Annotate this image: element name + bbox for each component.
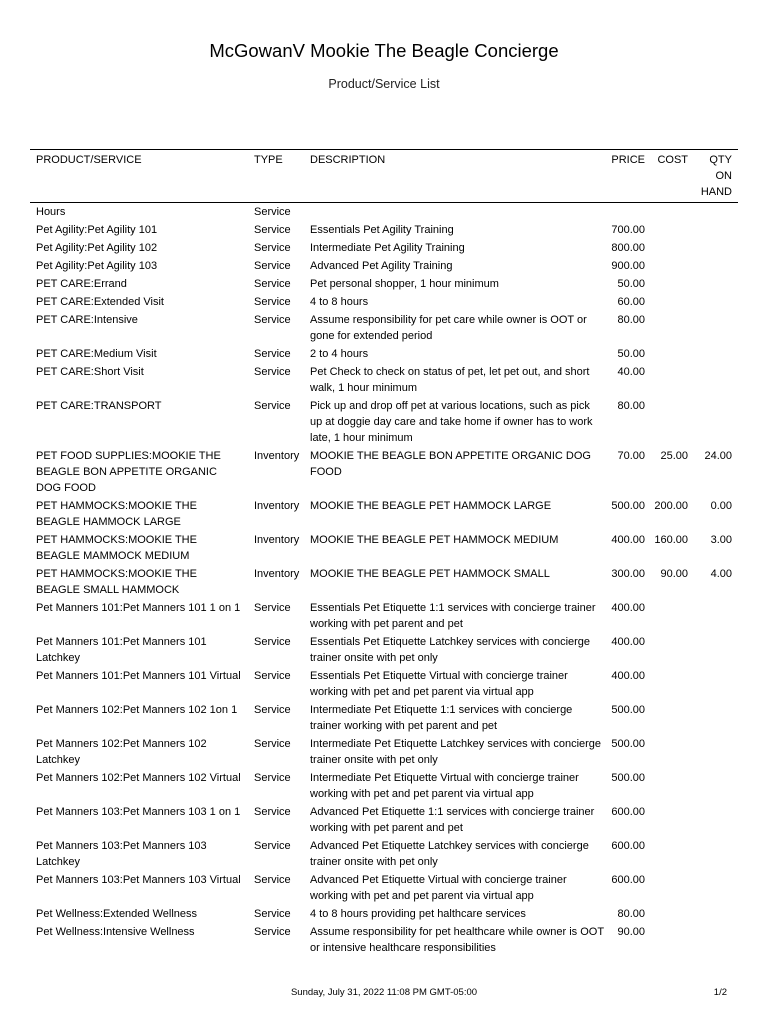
- cell-qty: [694, 735, 738, 769]
- table-row: [30, 497, 738, 531]
- cell-cost: 25.00: [660, 450, 688, 462]
- cell-description: Assume responsibility for pet healthcare while owner is OOT or intensive healthcare responsibilities: [310, 926, 604, 954]
- cell-type: Service: [254, 806, 291, 818]
- col-header-qty: QTY ON HAND: [694, 150, 738, 203]
- cell-description: Pet Check to check on status of pet, let pet out, and short walk, 1 hour minimum: [310, 366, 590, 394]
- cell-qty: [694, 311, 738, 345]
- cell-type: Service: [254, 636, 291, 648]
- cell-cost: [651, 345, 694, 363]
- cell-cost: [651, 667, 694, 701]
- cell-cost: [651, 239, 694, 257]
- cell-cost: [651, 599, 694, 633]
- cell-product: Pet Manners 101:Pet Manners 101 Latchkey: [36, 636, 207, 664]
- cell-description: 4 to 8 hours providing pet halthcare services: [310, 908, 526, 920]
- cell-type: Service: [254, 670, 291, 682]
- cell-product: Pet Manners 101:Pet Manners 101 1 on 1: [36, 602, 241, 614]
- cell-qty: [694, 293, 738, 311]
- table-row: [30, 293, 738, 311]
- cell-qty: [694, 803, 738, 837]
- table-row: [30, 397, 738, 447]
- cell-price: 500.00: [611, 704, 645, 716]
- cell-cost: [651, 311, 694, 345]
- cell-cost: [651, 633, 694, 667]
- cell-product: PET CARE:Extended Visit: [36, 296, 164, 308]
- cell-cost: [651, 221, 694, 239]
- cell-type: Service: [254, 296, 291, 308]
- cell-product: PET CARE:Intensive: [36, 314, 138, 326]
- cell-description: Intermediate Pet Agility Training: [310, 242, 465, 254]
- cell-qty: [694, 239, 738, 257]
- cell-price: 400.00: [611, 636, 645, 648]
- cell-price: 500.00: [611, 772, 645, 784]
- cell-price: 400.00: [611, 602, 645, 614]
- cell-qty: [694, 363, 738, 397]
- cell-price: 400.00: [611, 670, 645, 682]
- cell-type: Service: [254, 206, 291, 218]
- cell-qty: [694, 599, 738, 633]
- cell-qty: 3.00: [710, 534, 732, 546]
- table-row: [30, 311, 738, 345]
- cell-price: 900.00: [611, 260, 645, 272]
- cell-description: 2 to 4 hours: [310, 348, 369, 360]
- cell-description: Intermediate Pet Etiquette Latchkey services with concierge trainer onsite with pet only: [310, 738, 602, 766]
- cell-product: Pet Wellness:Extended Wellness: [36, 908, 198, 920]
- cell-cost: [651, 769, 694, 803]
- cell-product: Pet Manners 102:Pet Manners 102 Virtual: [36, 772, 241, 784]
- cell-product: PET HAMMOCKS:MOOKIE THE BEAGLE HAMMOCK LARGE: [36, 500, 197, 528]
- cell-product: Pet Manners 103:Pet Manners 103 1 on 1: [36, 806, 241, 818]
- table-row: [30, 769, 738, 803]
- cell-price: 800.00: [611, 242, 645, 254]
- cell-qty: [694, 769, 738, 803]
- cell-qty: [694, 923, 738, 957]
- cell-cost: [651, 871, 694, 905]
- cell-product: PET CARE:Errand: [36, 278, 127, 290]
- col-header-product: PRODUCT/SERVICE: [30, 150, 248, 203]
- cell-cost: [651, 905, 694, 923]
- cell-price: 600.00: [611, 840, 645, 852]
- cell-qty: [694, 633, 738, 667]
- cell-description: Pet personal shopper, 1 hour minimum: [310, 278, 499, 290]
- cell-cost: [651, 275, 694, 293]
- cell-product: PET FOOD SUPPLIES:MOOKIE THE BEAGLE BON APPETITE ORGANIC DOG FOOD: [36, 450, 221, 494]
- cell-product: Pet Agility:Pet Agility 101: [36, 224, 158, 236]
- cell-price: 500.00: [611, 738, 645, 750]
- cell-product: PET CARE:Short Visit: [36, 366, 144, 378]
- table-row: [30, 345, 738, 363]
- cell-cost: [651, 293, 694, 311]
- cell-qty: [694, 871, 738, 905]
- cell-price: 80.00: [617, 314, 645, 326]
- cell-qty: [694, 221, 738, 239]
- cell-cost: 200.00: [654, 500, 688, 512]
- table-row: [30, 599, 738, 633]
- cell-price: 700.00: [611, 224, 645, 236]
- cell-price: 50.00: [617, 278, 645, 290]
- cell-cost: [651, 363, 694, 397]
- table-row: [30, 871, 738, 905]
- cell-price: 70.00: [617, 450, 645, 462]
- cell-product: PET CARE:TRANSPORT: [36, 400, 162, 412]
- cell-description: Essentials Pet Agility Training: [310, 224, 454, 236]
- col-header-cost: COST: [651, 150, 694, 203]
- cell-type: Service: [254, 840, 291, 852]
- cell-qty: [694, 345, 738, 363]
- cell-price: [609, 203, 651, 222]
- cell-product: Pet Manners 102:Pet Manners 102 1on 1: [36, 704, 238, 716]
- cell-description: Pick up and drop off pet at various locations, such as pick up at doggie day care and take home if owner has to work late, 1 hour minimum: [310, 400, 593, 444]
- cell-type: Inventory: [254, 450, 300, 462]
- table-row: [30, 257, 738, 275]
- cell-type: Service: [254, 874, 291, 886]
- cell-cost: 90.00: [660, 568, 688, 580]
- cell-product: Pet Agility:Pet Agility 102: [36, 242, 158, 254]
- table-row: [30, 203, 738, 222]
- cell-qty: [694, 905, 738, 923]
- cell-qty: 24.00: [704, 450, 732, 462]
- cell-type: Service: [254, 602, 291, 614]
- table-row: [30, 565, 738, 599]
- cell-type: Inventory: [254, 534, 300, 546]
- cell-price: 80.00: [617, 400, 645, 412]
- cell-price: 400.00: [611, 534, 645, 546]
- table-row: [30, 275, 738, 293]
- cell-product: PET HAMMOCKS:MOOKIE THE BEAGLE SMALL HAMMOCK: [36, 568, 197, 596]
- cell-qty: [694, 257, 738, 275]
- cell-description: Essentials Pet Etiquette Virtual with concierge trainer working with pet and pet parent via virtual app: [310, 670, 568, 698]
- cell-cost: [651, 701, 694, 735]
- cell-qty: [694, 701, 738, 735]
- cell-product: Hours: [36, 206, 66, 218]
- cell-cost: [651, 203, 694, 222]
- cell-type: Service: [254, 400, 291, 412]
- table-row: [30, 363, 738, 397]
- cell-cost: [651, 837, 694, 871]
- print-timestamp: Sunday, July 31, 2022 11:08 PM GMT-05:00: [290, 987, 478, 998]
- cell-cost: [651, 923, 694, 957]
- cell-qty: [694, 203, 738, 222]
- table-header-row: [30, 150, 738, 203]
- cell-description: MOOKIE THE BEAGLE BON APPETITE ORGANIC DOG FOOD: [310, 450, 591, 478]
- table-row: [30, 735, 738, 769]
- cell-cost: [651, 803, 694, 837]
- cell-description: Intermediate Pet Etiquette Virtual with concierge trainer working with pet and pet parent via virtual app: [310, 772, 579, 800]
- cell-type: Service: [254, 738, 291, 750]
- table-row: [30, 837, 738, 871]
- table-row: [30, 447, 738, 497]
- report-title: McGowanV Mookie The Beagle Concierge: [209, 40, 559, 61]
- cell-price: 60.00: [617, 296, 645, 308]
- cell-qty: [694, 275, 738, 293]
- cell-description: Assume responsibility for pet care while owner is OOT or gone for extended period: [310, 314, 587, 342]
- table-row: [30, 905, 738, 923]
- cell-price: 500.00: [611, 500, 645, 512]
- cell-price: 600.00: [611, 874, 645, 886]
- cell-qty: 0.00: [710, 500, 732, 512]
- cell-description: Essentials Pet Etiquette 1:1 services with concierge trainer working with pet parent and pet: [310, 602, 596, 630]
- cell-product: Pet Wellness:Intensive Wellness: [36, 926, 195, 938]
- cell-type: Service: [254, 278, 291, 290]
- cell-type: Service: [254, 366, 291, 378]
- cell-cost: [651, 257, 694, 275]
- cell-type: Inventory: [254, 500, 300, 512]
- cell-type: Service: [254, 926, 291, 938]
- cell-product: Pet Manners 103:Pet Manners 103 Latchkey: [36, 840, 207, 868]
- cell-qty: [694, 837, 738, 871]
- col-header-type: TYPE: [248, 150, 304, 203]
- cell-cost: 160.00: [654, 534, 688, 546]
- cell-price: 600.00: [611, 806, 645, 818]
- product-service-table: [30, 149, 738, 957]
- cell-product: PET HAMMOCKS:MOOKIE THE BEAGLE MAMMOCK MEDIUM: [36, 534, 197, 562]
- table-row: [30, 923, 738, 957]
- page-number: 1/2: [713, 987, 727, 998]
- cell-description: [304, 203, 609, 222]
- cell-description: MOOKIE THE BEAGLE PET HAMMOCK MEDIUM: [310, 534, 559, 546]
- cell-type: Service: [254, 242, 291, 254]
- cell-type: Service: [254, 314, 291, 326]
- table-row: [30, 239, 738, 257]
- cell-product: PET CARE:Medium Visit: [36, 348, 157, 360]
- table-row: [30, 221, 738, 239]
- cell-type: Service: [254, 348, 291, 360]
- table-row: [30, 667, 738, 701]
- cell-type: Service: [254, 260, 291, 272]
- cell-description: Intermediate Pet Etiquette 1:1 services with concierge trainer working with pet parent and pet: [310, 704, 573, 732]
- cell-price: 40.00: [617, 366, 645, 378]
- cell-product: Pet Agility:Pet Agility 103: [36, 260, 158, 272]
- report-subtitle: Product/Service List: [328, 77, 440, 91]
- cell-description: MOOKIE THE BEAGLE PET HAMMOCK LARGE: [310, 500, 552, 512]
- cell-description: 4 to 8 hours: [310, 296, 369, 308]
- cell-qty: 4.00: [710, 568, 732, 580]
- table-row: [30, 633, 738, 667]
- cell-price: 90.00: [617, 926, 645, 938]
- cell-type: Service: [254, 772, 291, 784]
- cell-price: 300.00: [611, 568, 645, 580]
- cell-type: Service: [254, 224, 291, 236]
- table-row: [30, 531, 738, 565]
- cell-cost: [651, 735, 694, 769]
- cell-cost: [651, 397, 694, 447]
- col-header-description: DESCRIPTION: [304, 150, 609, 203]
- cell-description: Advanced Pet Etiquette Latchkey services with concierge trainer onsite with pet only: [310, 840, 589, 868]
- cell-type: Service: [254, 704, 291, 716]
- cell-price: 50.00: [617, 348, 645, 360]
- cell-description: Advanced Pet Agility Training: [310, 260, 453, 272]
- table-row: [30, 701, 738, 735]
- cell-qty: [694, 667, 738, 701]
- cell-product: Pet Manners 103:Pet Manners 103 Virtual: [36, 874, 241, 886]
- cell-description: Advanced Pet Etiquette 1:1 services with concierge trainer working with pet parent and pet: [310, 806, 595, 834]
- cell-price: 80.00: [617, 908, 645, 920]
- table-row: [30, 803, 738, 837]
- cell-product: Pet Manners 101:Pet Manners 101 Virtual: [36, 670, 241, 682]
- cell-description: MOOKIE THE BEAGLE PET HAMMOCK SMALL: [310, 568, 550, 580]
- cell-description: Advanced Pet Etiquette Virtual with concierge trainer working with pet and pet parent via virtual app: [310, 874, 567, 902]
- cell-product: Pet Manners 102:Pet Manners 102 Latchkey: [36, 738, 207, 766]
- cell-description: Essentials Pet Etiquette Latchkey services with concierge trainer onsite with pet only: [310, 636, 591, 664]
- cell-type: Inventory: [254, 568, 300, 580]
- cell-qty: [694, 397, 738, 447]
- cell-type: Service: [254, 908, 291, 920]
- col-header-price: PRICE: [609, 150, 651, 203]
